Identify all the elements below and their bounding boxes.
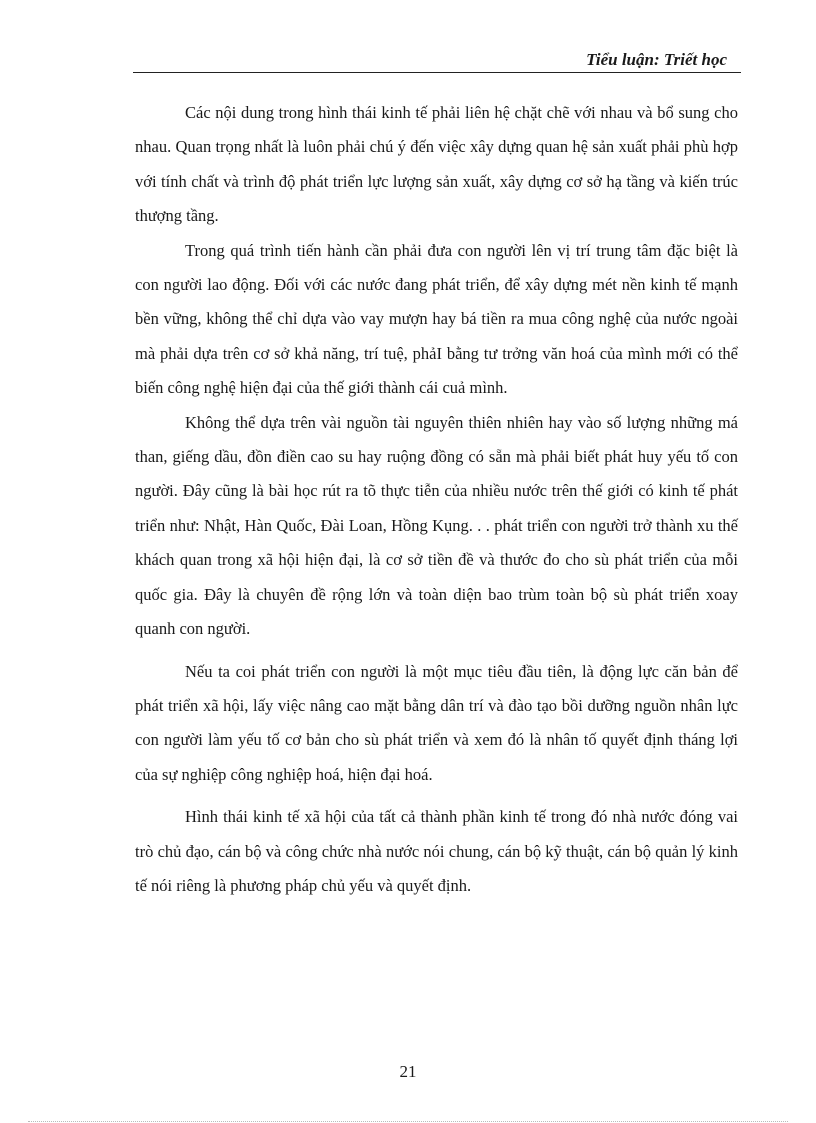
header-title: Tiểu luận: Triết học bbox=[586, 50, 727, 69]
paragraph-1: Các nội dung trong hình thái kinh tế phải liên hệ chặt chẽ với nhau và bổ sung cho nhau. Quan trọng nhất là luôn phải chú ý đến việc xây dựng quan hệ sản xuất phải phù hợp với tính chất và trình độ phát triển lực lượng sản xuất, xây dựng cơ sở hạ tầng và kiến trúc thượng tầng. bbox=[135, 103, 738, 226]
bottom-divider bbox=[28, 1121, 788, 1122]
paragraph-3: Không thể dựa trên vài nguồn tài nguyên thiên nhiên hay vào số lượng những má than, giếng dầu, đồn điền cao su hay ruộng đồng có sẵn mà phải biết phát huy yếu tố con người. Đây cũng là bài học rút ra tõ thực tiễn của nhiều nước trên thế giới có kinh tế phát triển như: Nhật, Hàn Quốc, Đài Loan, Hồng Kụng. . . phát triển con người trở thành xu thế khách quan trong xã hội hiện đại, là cơ sở tiền đề và thước đo cho sù phát triển của mỗi quốc gia. Đây là chuyên đề rộng lớn và toàn diện bao trùm toàn bộ sù phát triển xoay quanh con người. bbox=[135, 412, 738, 639]
document-body bbox=[135, 96, 738, 903]
paragraph-5: Hình thái kinh tế xã hội của tất cả thành phần kinh tế trong đó nhà nước đóng vai trò chủ đạo, cán bộ và công chức nhà nước nói chung, cán bộ kỹ thuật, cán bộ quản lý kinh tế nói riêng là phương pháp chủ yếu và quyết định. bbox=[135, 807, 738, 895]
paragraph-2: Trong quá trình tiến hành cần phải đưa con người lên vị trí trung tâm đặc biệt là con người lao động. Đối với các nước đang phát triển, để xây dựng mét nền kinh tế mạnh bền vững, không thể chỉ dựa vào vay mượn hay bá tiền ra mua công nghệ của nước ngoài mà phải dựa trên cơ sở khả năng, trí tuệ, phảI bằng tư trởng văn hoá của mình mới có thể biến công nghệ hiện đại của thế giới thành cái cuả mình. bbox=[135, 240, 738, 398]
page-number: 21 bbox=[399, 1062, 417, 1081]
page-header bbox=[133, 48, 741, 73]
paragraph-4: Nếu ta coi phát triển con người là một mục tiêu đầu tiên, là động lực căn bản để phát triển xã hội, lấy việc nâng cao mặt bằng dân trí và đào tạo bồi dưỡng nguồn nhân lực con người làm yếu tố cơ bản cho sù phát triển và xem đó là nhân tố quyết định tháng lợi của sự nghiệp công nghiệp hoá, hiện đại hoá. bbox=[135, 661, 738, 784]
